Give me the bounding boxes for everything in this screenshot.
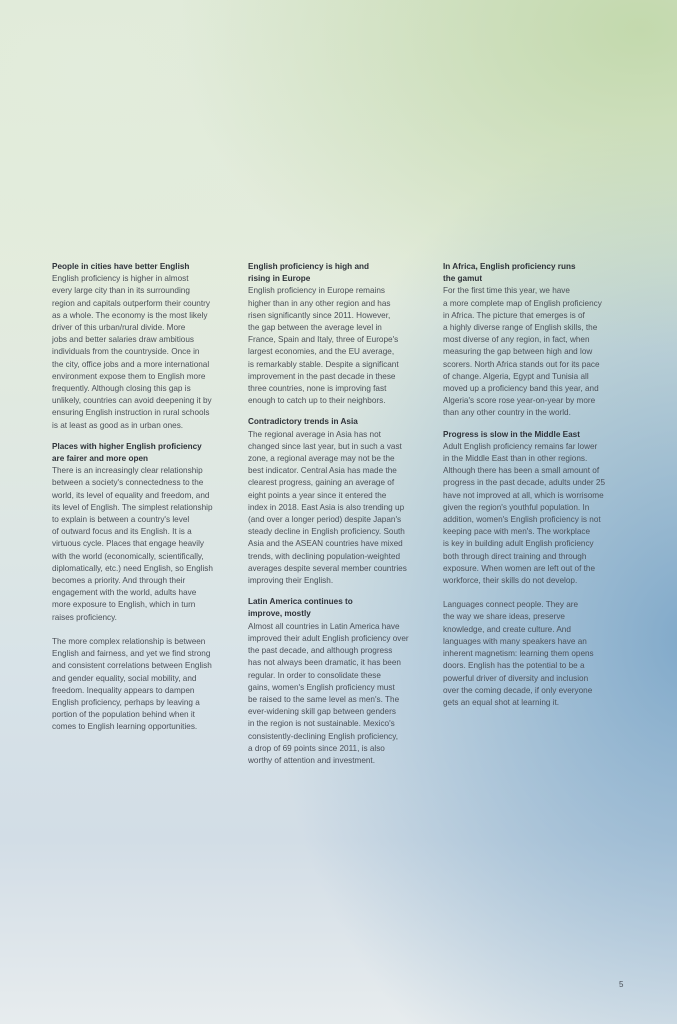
paragraph-line: driver of this urban/rural divide. More bbox=[52, 323, 186, 333]
paragraph-line: enough to catch up to their neighbors. bbox=[248, 396, 386, 406]
section-heading bbox=[443, 429, 627, 441]
heading-line: improve, mostly bbox=[248, 609, 311, 619]
paragraph-line: There is an increasingly clear relationship bbox=[52, 466, 203, 476]
paragraph-line: progress in the past decade, adults under 25 bbox=[443, 478, 606, 488]
paragraph-line: more exposure to English, which in turn bbox=[52, 600, 196, 610]
paragraph-line: freedom. Inequality appears to dampen bbox=[52, 685, 195, 695]
paragraph-line: jobs and better salaries draw ambitious bbox=[52, 335, 194, 345]
paragraph-line: to explain is between a country's level bbox=[52, 515, 190, 525]
paragraph-line: For the first time this year, we have bbox=[443, 286, 570, 296]
section-heading bbox=[248, 416, 432, 428]
paragraph-line: raises proficiency. bbox=[52, 612, 117, 622]
paragraph-line: zone, a regional average may not be the bbox=[248, 454, 395, 464]
body-paragraph bbox=[52, 273, 236, 432]
paragraph-line: powerful driver of diversity and inclusion bbox=[443, 673, 589, 683]
paragraph-line: in the region is not sustainable. Mexico's bbox=[248, 719, 395, 729]
paragraph-line: a more complete map of English proficiency bbox=[443, 298, 602, 308]
heading-line: In Africa, English proficiency runs bbox=[443, 262, 576, 271]
article-section bbox=[248, 596, 432, 767]
paragraph-line: regular. In order to consolidate these bbox=[248, 670, 381, 680]
column-2 bbox=[248, 261, 432, 767]
paragraph-line: (and over a longer period) despite Japan's bbox=[248, 515, 402, 525]
paragraph-line: best indicator. Central Asia has made the bbox=[248, 466, 397, 476]
paragraph-line: The more complex relationship is between bbox=[52, 636, 206, 646]
body-paragraph bbox=[443, 285, 627, 419]
paragraph-line: in the Middle East than in other regions. bbox=[443, 454, 588, 464]
section-heading bbox=[248, 596, 432, 620]
paragraph-line: the city, office jobs and a more international bbox=[52, 359, 210, 369]
heading-line: the gamut bbox=[443, 274, 483, 284]
paragraph-line: ensuring English instruction in rural schools bbox=[52, 408, 210, 418]
heading-line: rising in Europe bbox=[248, 274, 311, 284]
article-section bbox=[52, 441, 236, 734]
paragraph-line: measuring the gap between high and low bbox=[443, 347, 593, 357]
column-1 bbox=[52, 261, 236, 734]
paragraph-line: the way we share ideas, preserve bbox=[443, 612, 565, 622]
article-section bbox=[443, 261, 627, 420]
paragraph-line: inherent magnetism: learning them opens bbox=[443, 649, 594, 659]
paragraph-line: France, Spain and Italy, three of Europe's bbox=[248, 335, 399, 345]
body-paragraph bbox=[443, 599, 627, 709]
paragraph-line: changed since last year, but in such a vast bbox=[248, 441, 402, 451]
paragraph-line: the past decade, and although progress bbox=[248, 646, 393, 656]
paragraph-line: engagement with the world, adults have bbox=[52, 588, 197, 598]
paragraph-line: a highly diverse range of English skills, the bbox=[443, 323, 598, 333]
paragraph-line: The regional average in Asia has not bbox=[248, 429, 381, 439]
paragraph-line: the gap between the average level in bbox=[248, 323, 382, 333]
paragraph-line: Although there has been a small amount of bbox=[443, 466, 600, 476]
section-heading bbox=[52, 441, 236, 465]
paragraph-line: over the coming decade, if only everyone bbox=[443, 685, 593, 695]
paragraph-line: region and capitals outperform their country bbox=[52, 298, 210, 308]
body-paragraph bbox=[248, 429, 432, 588]
paragraph-line: in Africa. The picture that emerges is of bbox=[443, 310, 585, 320]
column-3 bbox=[443, 261, 627, 709]
heading-line: Latin America continues to bbox=[248, 597, 353, 607]
paragraph-line: its level of English. The simplest relationship bbox=[52, 502, 213, 512]
paragraph-line: largest economies, and the EU average, bbox=[248, 347, 395, 357]
paragraph-line: and consistent correlations between English bbox=[52, 661, 212, 671]
paragraph-line: Adult English proficiency remains far lower bbox=[443, 441, 598, 451]
body-paragraph bbox=[248, 621, 432, 767]
heading-line: Progress is slow in the Middle East bbox=[443, 429, 580, 439]
paragraph-line: frequently. Although closing this gap is bbox=[52, 384, 191, 394]
section-heading bbox=[443, 261, 627, 285]
paragraph-line: becomes a priority. And through their bbox=[52, 576, 186, 586]
paragraph-line: have not improved at all, which is worrisome bbox=[443, 490, 604, 500]
paragraph-line: is at least as good as in urban ones. bbox=[52, 420, 184, 430]
paragraph-line: index in 2018. East Asia is also trending up bbox=[248, 502, 405, 512]
paragraph-line: steady decline in English proficiency. South bbox=[248, 527, 405, 537]
paragraph-line: scorers. North Africa stands out for its pace bbox=[443, 359, 600, 369]
paragraph-line: and gender equality, social mobility, and bbox=[52, 673, 197, 683]
article-section bbox=[248, 261, 432, 407]
paragraph-line: English and fairness, and yet we find strong bbox=[52, 649, 211, 659]
page-number: 5 bbox=[619, 980, 624, 989]
paragraph-line: doors. English has the potential to be a bbox=[443, 661, 585, 671]
paragraph-line: gets an equal shot at learning it. bbox=[443, 697, 560, 707]
article-section bbox=[52, 261, 236, 432]
paragraph-line: improved their adult English proficiency over bbox=[248, 633, 409, 643]
paragraph-line: consistently-declining English proficiency, bbox=[248, 731, 399, 741]
paragraph-line: with the world (economically, scientifically, bbox=[52, 551, 204, 561]
article-section bbox=[248, 416, 432, 587]
paragraph-line: ever-widening skill gap between genders bbox=[248, 707, 396, 717]
paragraph-line: given the region's youthful population. In bbox=[443, 502, 590, 512]
paragraph-line: Languages connect people. They are bbox=[443, 600, 579, 610]
paragraph-line: addition, women's English proficiency is not bbox=[443, 515, 601, 525]
paragraph-line: averages despite several member countries bbox=[248, 563, 407, 573]
article-section bbox=[443, 429, 627, 709]
paragraph-line: keeping pace with men's. The workplace bbox=[443, 527, 591, 537]
paragraph-line: comes to English learning opportunities. bbox=[52, 722, 198, 732]
paragraph-line: Algeria's score rose year-on-year by more bbox=[443, 396, 596, 406]
paragraph-line: English proficiency, perhaps by leaving a bbox=[52, 697, 200, 707]
paragraph-line: exposure. When women are left out of the bbox=[443, 563, 596, 573]
paragraph-line: of change. Algeria, Egypt and Tunisia all bbox=[443, 371, 589, 381]
paragraph-line: environment expose them to English more bbox=[52, 371, 206, 381]
paragraph-line: three countries, none is improving fast bbox=[248, 384, 387, 394]
section-heading bbox=[52, 261, 236, 273]
paragraph-line: is remarkably stable. Despite a significant bbox=[248, 359, 399, 369]
body-paragraph bbox=[248, 285, 432, 407]
paragraph-line: portion of the population behind when it bbox=[52, 710, 195, 720]
paragraph-line: diplomatically, etc.) need English, so English bbox=[52, 563, 213, 573]
heading-line: People in cities have better English bbox=[52, 262, 190, 271]
paragraph-line: a drop of 69 points since 2011, is also bbox=[248, 743, 385, 753]
paragraph-line: as a whole. The economy is the most likely bbox=[52, 310, 208, 320]
paragraph-line: gains, women's English proficiency must bbox=[248, 682, 395, 692]
paragraph-line: between a society's connectedness to the bbox=[52, 478, 204, 488]
paragraph-line: be raised to the same level as men's. The bbox=[248, 694, 400, 704]
paragraph-line: higher than in any other region and has bbox=[248, 298, 391, 308]
paragraph-line: English proficiency in Europe remains bbox=[248, 286, 385, 296]
paragraph-line: Asia and the ASEAN countries have mixed bbox=[248, 539, 403, 549]
paragraph-line: virtuous cycle. Places that engage heavily bbox=[52, 539, 205, 549]
section-heading bbox=[248, 261, 432, 285]
paragraph-line: improving their English. bbox=[248, 576, 334, 586]
paragraph-line: unlikely, countries can avoid deepening it by bbox=[52, 396, 212, 406]
body-paragraph bbox=[52, 465, 236, 624]
paragraph-line: workforce, their skills do not develop. bbox=[443, 576, 578, 586]
paragraph-line: eight points a year since it entered the bbox=[248, 490, 387, 500]
paragraph-line: languages with many speakers have an bbox=[443, 636, 587, 646]
paragraph-line: worthy of attention and investment. bbox=[248, 755, 375, 765]
paragraph-line: every large city than in its surrounding bbox=[52, 286, 190, 296]
paragraph-line: most diverse of any region, in fact, when bbox=[443, 335, 590, 345]
paragraph-line: individuals from the countryside. Once in bbox=[52, 347, 200, 357]
heading-line: Contradictory trends in Asia bbox=[248, 417, 358, 427]
heading-line: are fairer and more open bbox=[52, 454, 149, 464]
paragraph-line: risen significantly since 2011. However, bbox=[248, 310, 391, 320]
paragraph-line: clearest progress, gaining an average of bbox=[248, 478, 395, 488]
paragraph-line: world, its level of equality and freedom, and bbox=[52, 490, 210, 500]
heading-line: Places with higher English proficiency bbox=[52, 441, 202, 451]
paragraph-line: improvement in the past decade in these bbox=[248, 371, 396, 381]
paragraph-line: moved up a proficiency band this year, and bbox=[443, 384, 599, 394]
paragraph-line: both through direct training and through bbox=[443, 551, 587, 561]
body-paragraph bbox=[52, 636, 236, 734]
paragraph-line: knowledge, and create culture. And bbox=[443, 624, 571, 634]
paragraph-line: English proficiency is higher in almost bbox=[52, 274, 189, 284]
paragraph-line: Almost all countries in Latin America have bbox=[248, 621, 400, 631]
paragraph-line: of outward focus and its English. It is a bbox=[52, 527, 192, 537]
body-paragraph bbox=[443, 441, 627, 587]
paragraph-line: is key in building adult English proficiency bbox=[443, 539, 594, 549]
paragraph-line: trends, with declining population-weighted bbox=[248, 551, 401, 561]
paragraph-line: has not always been dramatic, it has been bbox=[248, 658, 401, 668]
heading-line: English proficiency is high and bbox=[248, 262, 370, 271]
paragraph-line: than any other country in the world. bbox=[443, 408, 571, 418]
